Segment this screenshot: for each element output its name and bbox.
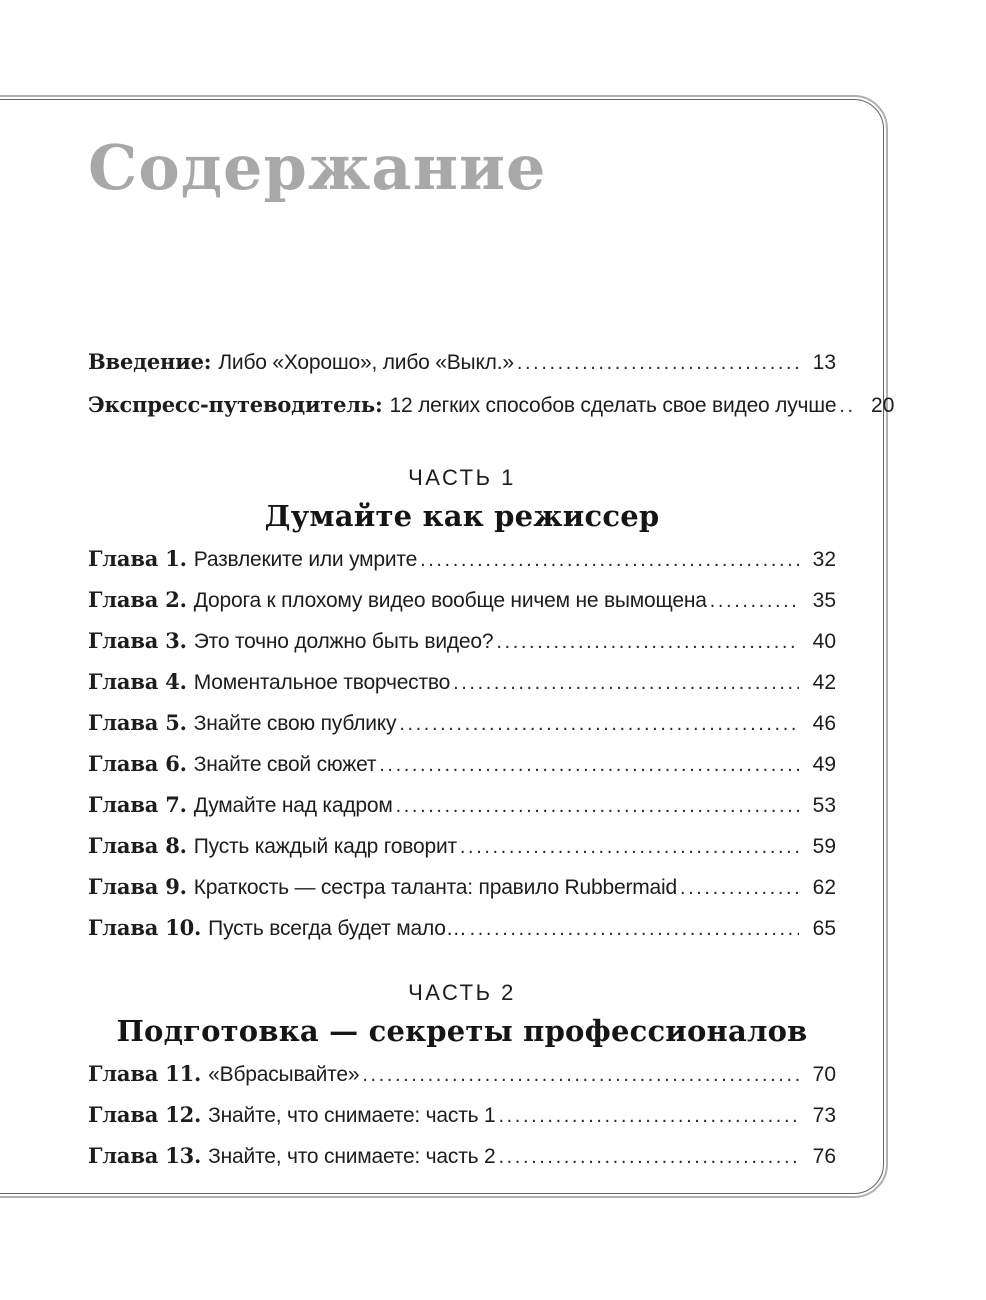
toc-entry-label: Глава 3. [88,628,187,653]
dots-leader [362,1062,799,1088]
toc-entry-chapter-11 [88,1061,836,1088]
dots-leader [379,752,799,778]
dots-leader [517,350,799,376]
toc-entry-text: 12 легких способов сделать свое видео лучше [389,394,837,417]
dots-leader [496,629,799,655]
toc-entry-label: Глава 10. [88,915,202,940]
toc-entry-page: 20 [871,394,895,417]
toc-entry-label: Глава 1. [88,546,187,571]
toc-entry-text: Думайте над кадром [193,794,393,817]
toc-entry-page: 70 [812,1063,836,1086]
toc-entry-chapter-9 [88,874,836,901]
toc-entry-chapter-13 [88,1143,836,1170]
toc-entry-text: Знайте, что снимаете: часть 1 [208,1104,496,1127]
toc-entry-chapter-2 [88,587,836,614]
toc-entry-label: Глава 5. [88,710,187,735]
toc-entry-label: Глава 4. [88,669,187,694]
dots-leader [498,1103,799,1129]
part-title: Думайте как режиссер [264,499,660,533]
part-kicker: ЧАСТЬ 1 [408,465,516,490]
toc-entry-page: 73 [812,1104,836,1127]
page-title: Содержание [88,131,547,204]
toc-entry-label: Глава 11. [88,1061,202,1086]
toc-entry-text: Знайте свой сюжет [193,753,377,776]
toc-entry-chapter-5 [88,710,836,737]
toc-entry-text: Либо «Хорошо», либо «Выкл.» [218,351,514,374]
dots-leader [420,547,799,573]
toc-entry-page: 65 [812,917,836,940]
toc-entry-page: 46 [812,712,836,735]
toc-entry-chapter-12 [88,1102,836,1129]
toc-entry-page: 35 [812,589,836,612]
toc-entry-text: Пусть каждый кадр говорит [193,835,457,858]
toc-entry-text: Развлеките или умрите [193,548,418,571]
toc-entry-page: 32 [812,548,836,571]
toc-entry-chapter-8 [88,833,836,860]
toc-entry-label: Глава 12. [88,1102,202,1127]
toc-entry-label: Глава 9. [88,874,187,899]
dots-leader [396,793,799,819]
toc-entry-page: 53 [812,794,836,817]
toc-content [88,97,895,1184]
toc-entry-page: 40 [812,630,836,653]
chapter-list [88,1061,836,1170]
toc-entry-page: 59 [812,835,836,858]
toc-entry-introduction [88,349,836,376]
part-section-2 [88,980,836,1170]
toc-entry-express-guide [88,392,895,419]
toc-entry-page: 42 [812,671,836,694]
toc-entry-text: Моментальное творчество [193,671,451,694]
dots-leader [680,875,799,901]
toc-entry-text: Краткость — сестра таланта: правило Rubbermaid [193,876,677,899]
toc-entry-chapter-10 [88,915,836,942]
dots-leader [710,588,799,614]
toc-entry-chapter-7 [88,792,836,819]
part-kicker: ЧАСТЬ 2 [408,980,516,1005]
chapter-list [88,546,836,942]
toc-entry-label: Введение: [88,349,212,374]
toc-entry-page: 62 [812,876,836,899]
toc-entry-page: 49 [812,753,836,776]
toc-entry-label: Глава 6. [88,751,187,776]
toc-entry-text: Знайте, что снимаете: часть 2 [208,1145,496,1168]
toc-entry-page: 76 [812,1145,836,1168]
dots-leader [460,834,799,860]
part-title: Подготовка — секреты профессионалов [116,1014,808,1048]
toc-entry-text: Пусть всегда будет мало… [208,917,467,940]
toc-entry-text: Знайте свою публику [193,712,397,735]
toc-entry-chapter-3 [88,628,836,655]
intro-list [88,349,895,419]
dots-leader [453,670,799,696]
toc-entry-label: Экспресс-путеводитель: [88,392,383,417]
toc-entry-label: Глава 13. [88,1143,202,1168]
dots-leader [470,916,799,942]
toc-entry-text: Это точно должно быть видео? [193,630,494,653]
toc-entry-page: 13 [812,351,836,374]
toc-entry-label: Глава 8. [88,833,187,858]
toc-entry-text: Дорога к плохому видео вообще ничем не вымощена [193,589,707,612]
toc-entry-chapter-1 [88,546,836,573]
toc-entry-label: Глава 2. [88,587,187,612]
dots-leader [399,711,799,737]
part-section-1 [88,465,836,942]
toc-entry-label: Глава 7. [88,792,187,817]
toc-entry-text: «Вбрасывайте» [208,1063,360,1086]
dots-leader [839,393,857,419]
toc-entry-chapter-4 [88,669,836,696]
toc-entry-chapter-6 [88,751,836,778]
dots-leader [498,1144,799,1170]
